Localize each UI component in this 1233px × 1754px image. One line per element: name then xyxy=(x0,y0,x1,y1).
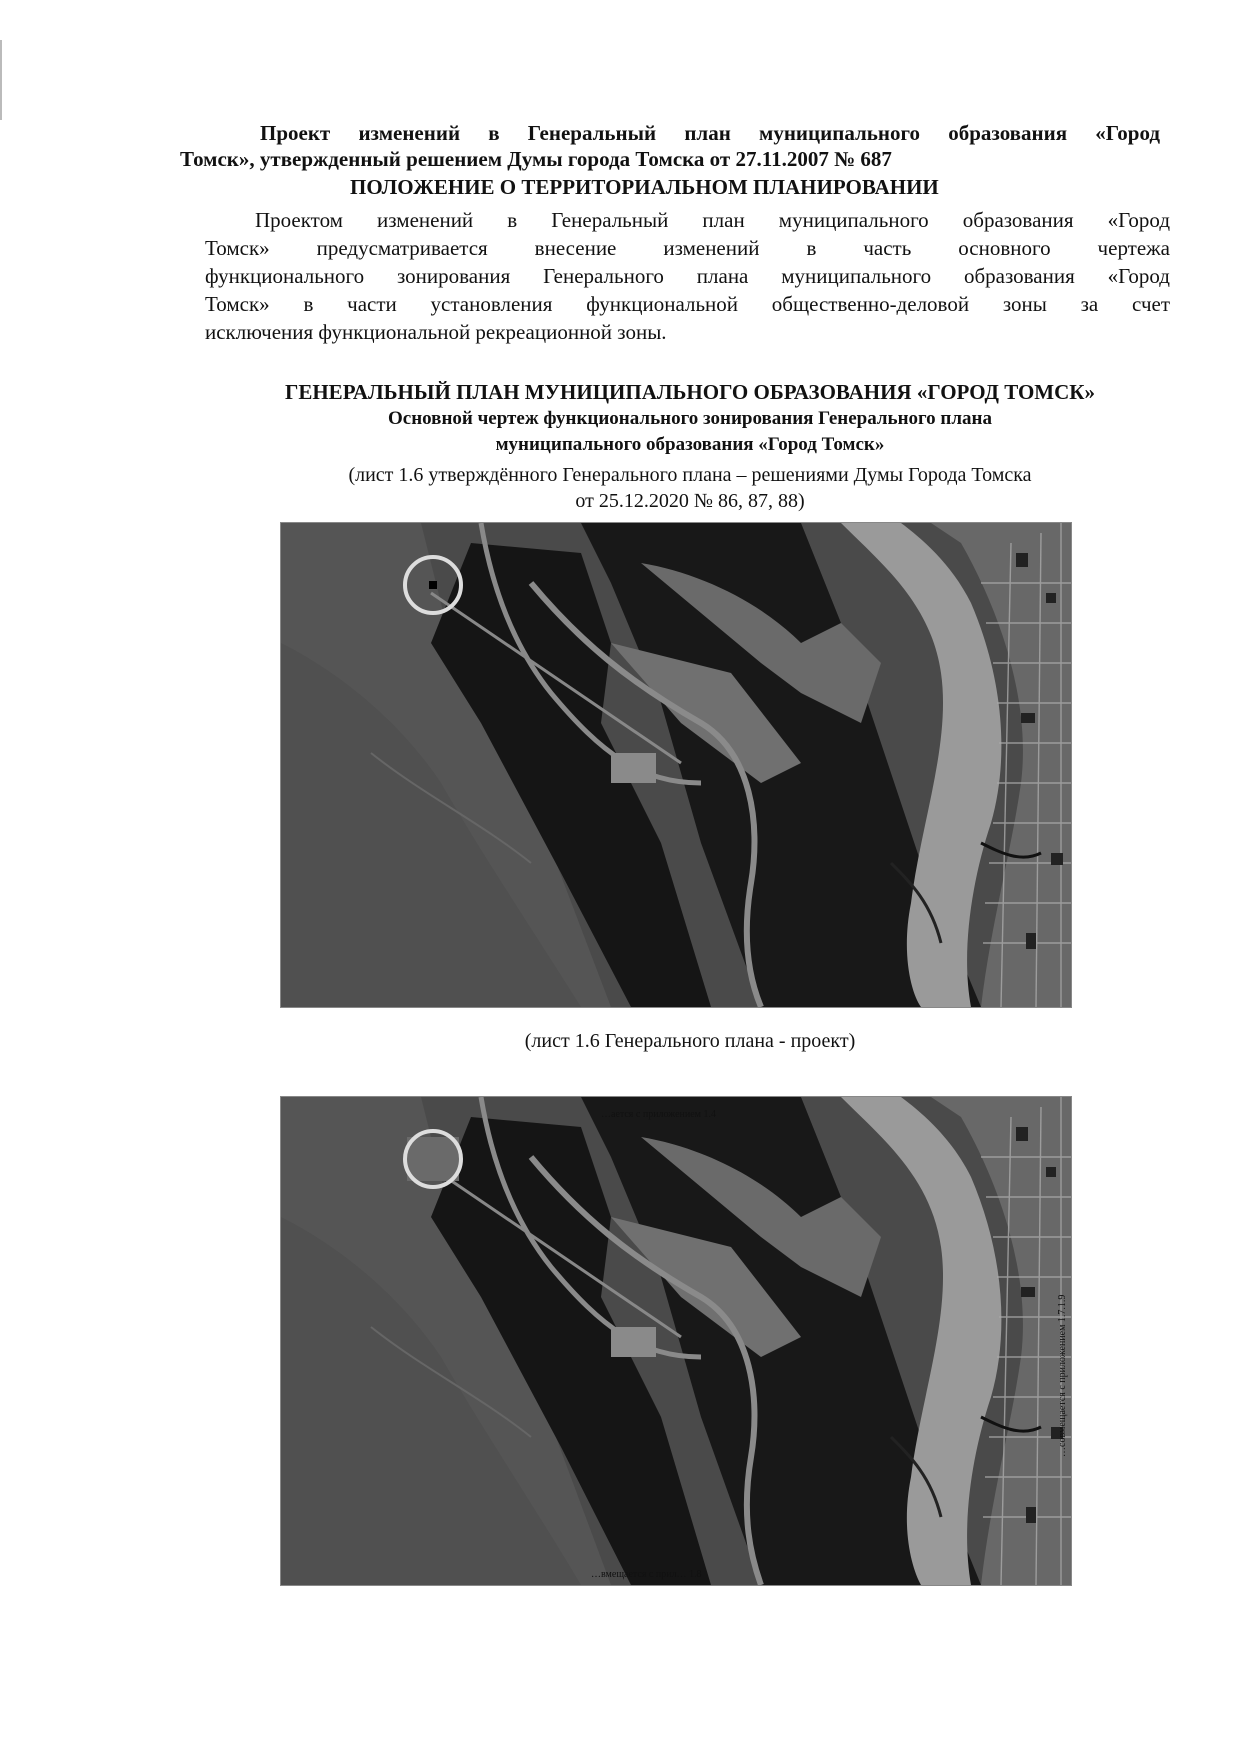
map-caption-2: (лист 1.6 Генерального плана - проект) xyxy=(524,1030,856,1052)
section-subtitle-1: Основной чертеж функционального зонирования Генерального плана xyxy=(388,408,992,429)
section-subtitle-2: муниципального образования «Город Томск» xyxy=(495,434,885,455)
section-title: ГЕНЕРАЛЬНЫЙ ПЛАН МУНИЦИПАЛЬНОГО ОБРАЗОВАНИЯ «ГОРОД ТОМСК» xyxy=(284,380,1095,404)
header-line-2: Томск», утвержденный решением Думы города Томска от 27.11.2007 № 687 xyxy=(180,147,892,171)
section-note-2: от 25.12.2020 № 86, 87, 88) xyxy=(575,490,805,512)
paragraph-line-3: функционального зонирования Генерального плана муниципального образования «Город xyxy=(205,264,1170,288)
map-project-drawing xyxy=(281,1097,1071,1585)
paragraph-line-2: Томск» предусматривается внесение изменений в часть основного чертежа xyxy=(205,236,1170,260)
map2-top-label: …ается с приложением 1.4 xyxy=(601,1109,716,1120)
map-approved-drawing xyxy=(281,523,1071,1007)
map-approved xyxy=(280,522,1072,1008)
header-line-1: Проект изменений в Генеральный план муниципального образования «Город xyxy=(260,121,1160,145)
map2-bottom-label: …вмещается с прил… 1.8 xyxy=(591,1569,702,1580)
scan-edge-mark xyxy=(0,40,2,120)
paragraph-line-5: исключения функциональной рекреационной зоны. xyxy=(205,320,667,344)
section-note-1: (лист 1.6 утверждённого Генерального плана – решениями Думы Города Томска xyxy=(348,464,1032,486)
header-title: ПОЛОЖЕНИЕ О ТЕРРИТОРИАЛЬНОМ ПЛАНИРОВАНИИ xyxy=(350,175,939,199)
paragraph-line-1: Проектом изменений в Генеральный план муниципального образования «Город xyxy=(255,208,1170,232)
paragraph-line-4: Томск» в части установления функциональной общественно-деловой зоны за счет xyxy=(205,292,1170,316)
map-project xyxy=(280,1096,1072,1586)
map2-side-label: …совмещается с приложением 1.7.1.9 xyxy=(1057,1294,1068,1457)
